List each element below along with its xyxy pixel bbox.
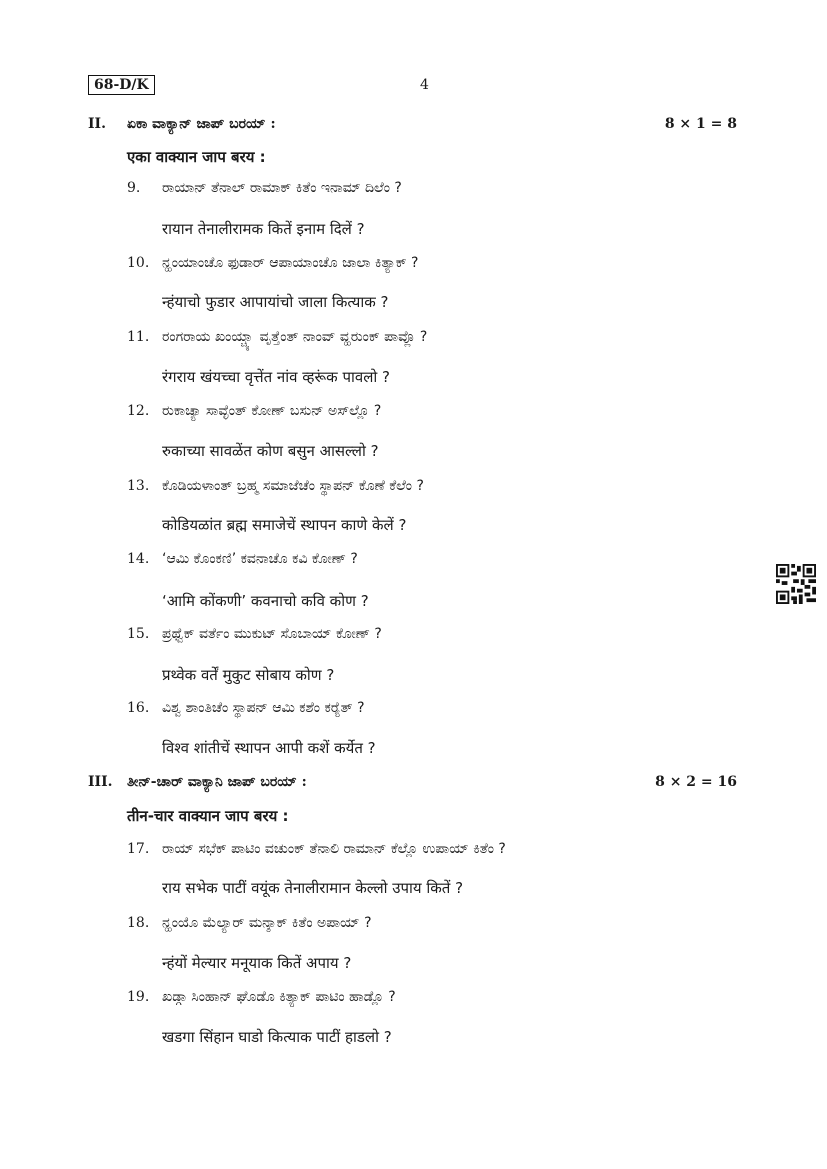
question-number: 9. — [127, 180, 141, 196]
question-devanagari: राय सभेक पाटीं वयूंक तेनालीरामान केल्लो उपाय कितें ? — [162, 879, 464, 897]
question-devanagari: रुकाच्या सावळेंत कोण बसुन आसल्लो ? — [162, 442, 379, 460]
question-devanagari: न्हंयों मेल्यार मनूयाक कितें अपाय ? — [162, 954, 352, 972]
question-devanagari: रायान तेनालीरामक कितें इनाम दिलें ? — [162, 220, 365, 238]
question-devanagari: खडगा सिंहान घाडो कित्याक पाटीं हाडलो ? — [162, 1028, 392, 1046]
question-number: 16. — [127, 700, 150, 716]
question-kannada: ಪ್ರಥ್ವೆಕ್ ವರ್ತೆಂ ಮುಕುಟ್ ಸೊಬಾಯ್ ಕೋಣ್ ? — [162, 626, 382, 642]
question-number: 12. — [127, 403, 150, 419]
question-kannada: ರಂಗರಾಯ ಖಂಯ್ಚ್ಯಾ ವೃತ್ತೆಂತ್ ನಾಂವ್ ವ್ಹರುಂಕ್ ಪಾವ್ಲೊ ? — [162, 329, 428, 345]
question-kannada: ರಾಯಾನ್ ತೆನಾಲ್ ರಾಮಾಕ್ ಕಿತೆಂ ಇನಾಮ್ ದಿಲೆಂ ? — [162, 180, 402, 196]
section-3-heading-kannada: ತೀನ್-ಚಾರ್ ವಾಕ್ಯಾನಿ ಜಾಪ್ ಬರಯ್ : — [127, 774, 307, 790]
question-kannada: ರುಕಾಚ್ಯಾ ಸಾವ್ಳೆಂತ್ ಕೋಣ್ ಬಸುನ್ ಅಸ್‌ಲ್ಲೊ ? — [162, 403, 382, 419]
question-number: 14. — [127, 551, 150, 567]
section-2-number: II. — [88, 116, 106, 132]
question-number: 15. — [127, 626, 150, 642]
section-2-heading-kannada: ಏಕಾ ವಾಕ್ಯಾನ್ ಜಾಪ್ ಬರಯ್ : — [127, 116, 276, 132]
question-number: 13. — [127, 478, 150, 494]
question-kannada: ಖಡ್ಗಾ ಸಿಂಹಾನ್ ಘೊಡೊ ಕಿತ್ಯಾಕ್ ಪಾಟಿಂ ಹಾಡ್ಲೊ ? — [162, 989, 396, 1005]
paper-code: 68-D/K — [88, 75, 155, 95]
question-kannada: ‘ಆಮಿ ಕೊಂಕಣಿ’ ಕವನಾಚೊ ಕವಿ ಕೋಣ್ ? — [162, 551, 358, 567]
question-number: 11. — [127, 329, 150, 345]
section-3-number: III. — [88, 774, 113, 790]
section-3-marks: 8 × 2 = 16 — [655, 774, 737, 790]
question-devanagari: रंगराय खंयच्चा वृत्तेंत नांव व्हरूंक पावलो ? — [162, 368, 390, 386]
question-devanagari: ‘आमि कोंकणी’ कवनाचो कवि कोण ? — [162, 592, 369, 610]
question-kannada: ವಿಶ್ವ ಶಾಂತಿಚೆಂ ಸ್ಥಾಪನ್ ಆಮಿ ಕಶೆಂ ಕರ್‍ಯೆತ್ ? — [162, 700, 365, 716]
question-number: 18. — [127, 915, 150, 931]
question-devanagari: प्रथ्वेक वर्तें मुकुट सोबाय कोण ? — [162, 666, 335, 684]
question-kannada: ನ್ಹಂಯಾಂಚೊ ಫುಡಾರ್ ಆಪಾಯಾಂಚೊ ಜಾಲಾ ಕಿತ್ಯಾಕ್ ? — [162, 255, 419, 271]
section-2-heading-devanagari: एका वाक्यान जाप बरय : — [127, 148, 266, 166]
question-devanagari: न्हंयाचो फुडार आपायांचो जाला कित्याक ? — [162, 293, 389, 311]
question-kannada: ರಾಯ್ ಸಭೆಕ್ ಪಾಟಿಂ ವಚುಂಕ್ ತೆನಾಲಿ ರಾಮಾನ್ ಕೆಲ್ಲೊ ಉಪಾಯ್ ಕಿತೆಂ ? — [162, 841, 506, 857]
section-2-marks: 8 × 1 = 8 — [664, 116, 737, 132]
question-devanagari: कोडियळांत ब्रह्म समाजेचें स्थापन काणे केलें ? — [162, 516, 407, 534]
question-kannada: ನ್ಹಂಯೊ ಮೆಲ್ಯಾರ್ ಮನ್ಶಾಕ್ ಕಿತೆಂ ಅಪಾಯ್ ? — [162, 915, 372, 931]
question-number: 17. — [127, 841, 150, 857]
question-number: 19. — [127, 989, 150, 1005]
section-3-heading-devanagari: तीन-चार वाक्यान जाप बरय : — [127, 807, 289, 825]
question-kannada: ಕೊಡಿಯಳಾಂತ್ ಬ್ರಹ್ಮ ಸಮಾಜೆಚೆಂ ಸ್ಥಾಪನ್ ಕೊಣೆ ಕೆಲೆಂ ? — [162, 478, 424, 494]
qr-code-icon — [776, 564, 816, 604]
question-number: 10. — [127, 255, 150, 271]
page-number: 4 — [420, 77, 429, 93]
question-devanagari: विश्व शांतीचें स्थापन आपी कशें कर्येत ? — [162, 739, 376, 757]
